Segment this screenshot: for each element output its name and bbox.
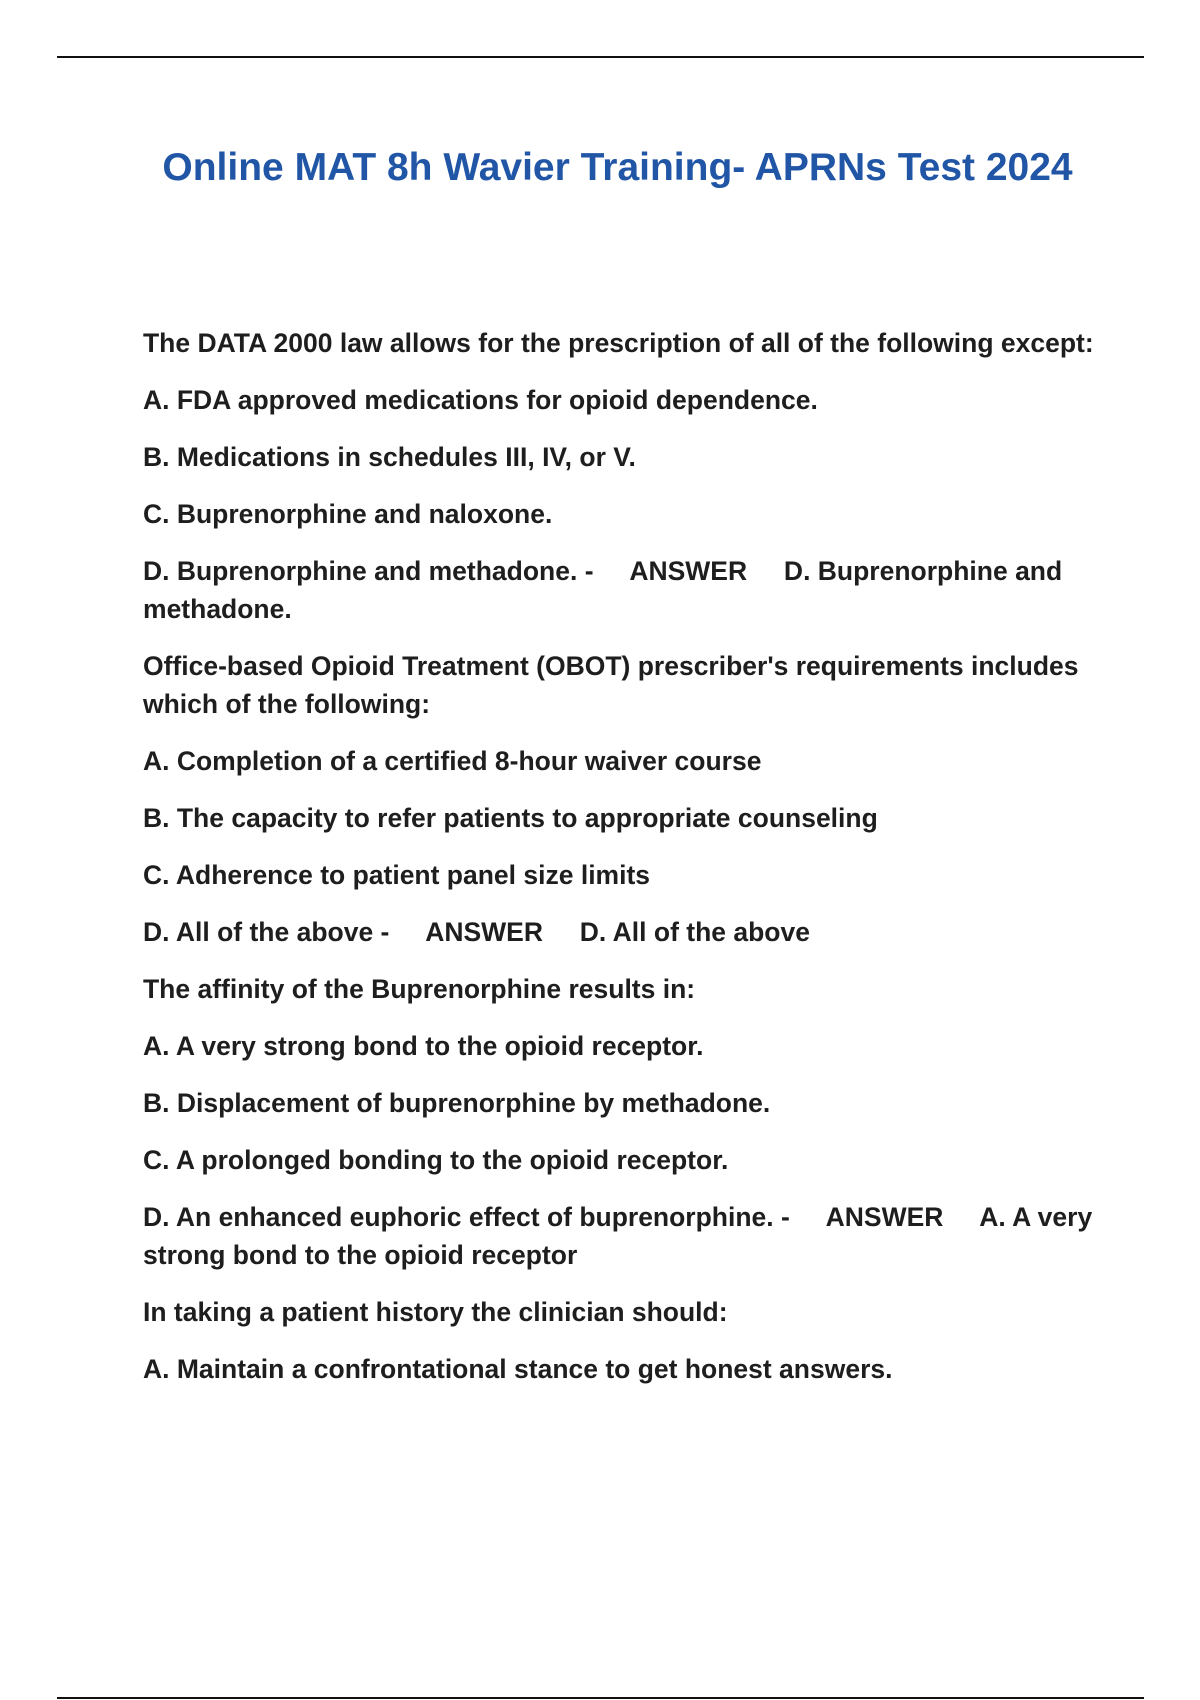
question-2-option-d-answer: D. All of the above - ANSWER D. All of the above [143, 917, 810, 947]
question-3-option-b: B. Displacement of buprenorphine by methadone. [143, 1088, 771, 1118]
question-2-option-c: C. Adherence to patient panel size limits [143, 860, 651, 890]
question-2-option-b: B. The capacity to refer patients to appropriate counseling [143, 803, 878, 833]
document-body [143, 324, 1103, 1407]
question-1-option-a: A. FDA approved medications for opioid dependence. [143, 385, 818, 415]
question-3-option-a: A. A very strong bond to the opioid receptor. [143, 1031, 704, 1061]
question-1-option-b: B. Medications in schedules III, IV, or V. [143, 442, 636, 472]
question-4-option-a: A. Maintain a confrontational stance to get honest answers. [143, 1354, 893, 1384]
question-4-text: In taking a patient history the clinician should: [143, 1297, 728, 1327]
question-2-text: Office-based Opioid Treatment (OBOT) prescriber's requirements includes which of the following: [143, 651, 1086, 719]
question-1-text: The DATA 2000 law allows for the prescription of all of the following except: [143, 328, 1094, 358]
question-3-option-c: C. A prolonged bonding to the opioid receptor. [143, 1145, 729, 1175]
question-1-option-c: C. Buprenorphine and naloxone. [143, 499, 553, 529]
question-2-option-a: A. Completion of a certified 8-hour waiver course [143, 746, 762, 776]
question-1-option-d-answer: D. Buprenorphine and methadone. - ANSWER D. Buprenorphine and methadone. [143, 556, 1070, 624]
document-title: Online MAT 8h Wavier Training- APRNs Test 2024 [162, 146, 1073, 189]
footer-rule [57, 1697, 1144, 1699]
header-rule [57, 56, 1144, 58]
question-3-text: The affinity of the Buprenorphine results in: [143, 974, 696, 1004]
question-3-option-d-answer: D. An enhanced euphoric effect of buprenorphine. - ANSWER A. A very strong bond to the opioid receptor [143, 1202, 1100, 1270]
